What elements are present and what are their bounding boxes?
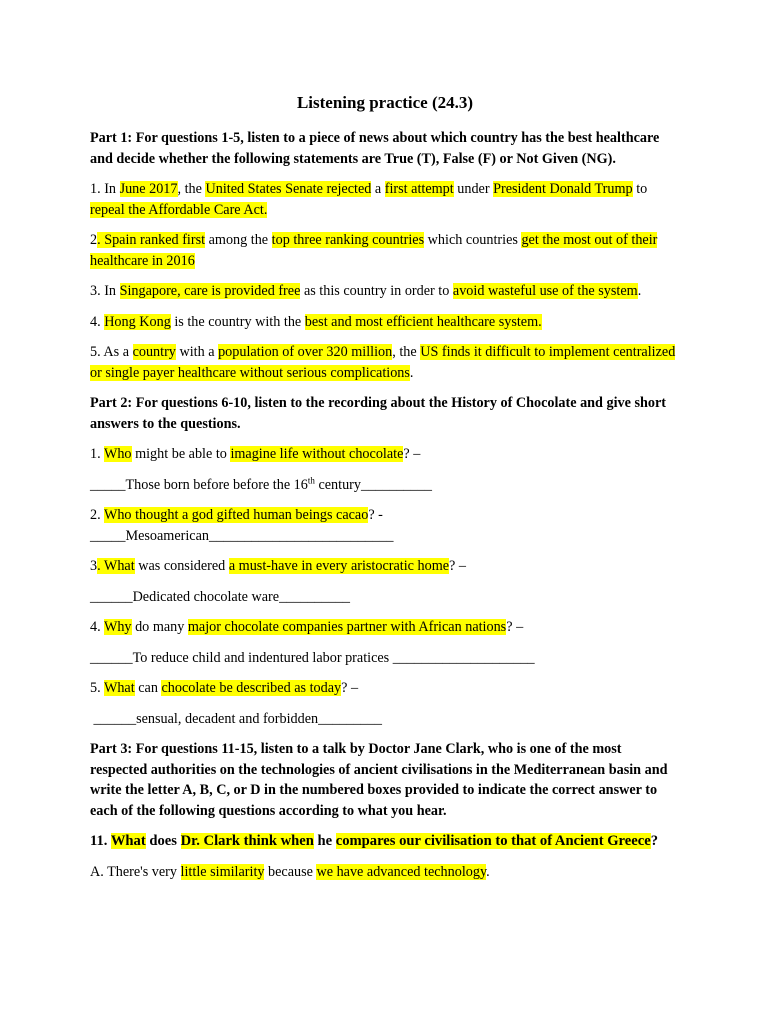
part2-question-3: 3. What was considered a must-have in every aristocratic home? – xyxy=(90,558,466,574)
document-page xyxy=(90,92,680,892)
page-title: Listening practice (24.3) xyxy=(296,93,474,112)
part2-answer-5: ______sensual, decadent and forbidden_________ xyxy=(90,710,382,727)
part2-question-1: 1. Who might be able to imagine life without chocolate? – xyxy=(90,446,421,462)
part2-question-2: 2. Who thought a god gifted human beings cacao? - xyxy=(90,507,383,523)
part3-question-11: 11. What does Dr. Clark think when he compares our civilisation to that of Ancient Greece? xyxy=(90,833,658,849)
part1-question-5: 5. As a country with a population of over 320 million, the US finds it difficult to implement centralized or single payer healthcare without serious complications. xyxy=(90,344,676,381)
part1-heading: Part 1: For questions 1-5, listen to a piece of news about which country has the best healthcare and decide whether the following statements are True (T), False (F) or Not Given (NG). xyxy=(90,130,660,167)
part1-question-3: 3. In Singapore, care is provided free as this country in order to avoid wasteful use of the system. xyxy=(90,283,642,299)
part2-heading: Part 2: For questions 6-10, listen to the recording about the History of Chocolate and give short answers to the questions. xyxy=(90,395,666,432)
part2-answer-3: ______Dedicated chocolate ware__________ xyxy=(90,588,351,605)
part3-option-a: A. There's very little similarity because we have advanced technology. xyxy=(90,863,490,880)
part3-heading: Part 3: For questions 11-15, listen to a talk by Doctor Jane Clark, who is one of the most respected authorities on the technologies of ancient civilisations in the Mediterranean basin and write the letter A, B, C, or D in the numbered boxes provided to indicate the correct answer to each of the following questions according to what you hear. xyxy=(90,741,668,819)
part1-question-4: 4. Hong Kong is the country with the best and most efficient healthcare system. xyxy=(90,313,542,330)
part2-question-4: 4. Why do many major chocolate companies partner with African nations? – xyxy=(90,619,524,635)
part2-question-5: 5. What can chocolate be described as today? – xyxy=(90,680,359,696)
part1-question-1: 1. In June 2017, the United States Senate rejected a first attempt under President Donald Trump to repeal the Affordable Care Act. xyxy=(90,181,648,218)
part2-answer-4: ______To reduce child and indentured labor pratices ____________________ xyxy=(90,649,535,666)
part2-answer-1: _____Those born before before the 16th century__________ xyxy=(90,474,432,493)
part1-question-2: 2. Spain ranked first among the top three ranking countries which countries get the most out of their healthcare in 2016 xyxy=(90,232,658,269)
part2-answer-2: _____Mesoamerican__________________________ xyxy=(90,527,394,544)
